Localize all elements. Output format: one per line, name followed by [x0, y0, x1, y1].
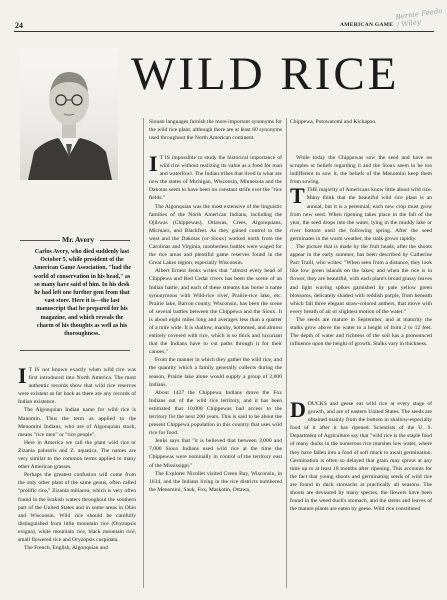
- paragraph: I T IS impossible to study the historical importance of wild rice without realizing its value as a food for man and waterfowl. The Indian tribes that lived in what are now the states of Michigan, Wisconsin, Minnesota and the Dakotas seem to have been on constant strife over the "rice fields.": [149, 151, 282, 202]
- paragraph: The Algonquian was the most extensive of the linguistic families of the North American Indians, including the Ojibwas (Chippewas), Ottawas, Crees, Algonquians, Micmacs, and Blackfeet. As they gained control to the west and the Dakotas (or Sioux) worked north from the Carolinas and Virginia, numberless battles were waged for the rice areas and plentiful game reserves found in the Great Lakes region, especially Wisconsin.: [149, 203, 282, 267]
- header-rule: [14, 31, 434, 32]
- article-column-3: [290, 154, 432, 348]
- paragraph: The Algonquian Indian name for wild rice is Manomin. Thus the term as applied to the Menomini Indians, who are of Algonquian stock, means "rice men" or "rice people".: [18, 407, 136, 438]
- paragraph: The French, English, Algonquian and: [24, 545, 108, 552]
- portrait-illustration: [20, 48, 118, 180]
- photo-caption: Carlos Avery, who died suddenly last October 5, while president of the American Game Association, "had the world of conservation in his head," as so many have said of him. In his desk he had left one further gem from that vast store. Here it is—the last manuscript that he prepared for his magazine, and which reveals the charm of his thoughts as well as his thoroughness.: [32, 249, 132, 338]
- paragraph: The Explorer Nicollet visited Green Bay, Wisconsin, in 1634, and the Indians living in the rice districts numbered the Menomini, Sauk, Fox, Maskotin, Ottawa,: [149, 470, 282, 493]
- column-divider: [143, 118, 144, 588]
- article-column-2: [149, 151, 282, 494]
- caption-rule-left: [20, 240, 60, 241]
- paragraph: Here in America we call the plant wild rice or Zizania palustris and Z. aquatica. The names are very similar to the common terms applied to many other American grasses.: [18, 439, 136, 471]
- paragraph: I T IS not known exactly when wild rice was first introduced into North America. The most authentic records show that wild rice reserves were existent as far back as there are any records of Indian existence.: [18, 363, 136, 406]
- caption-name: Mr. Avery: [62, 235, 95, 244]
- article-title: WILD RICE: [131, 48, 400, 100]
- caption-bottom-rule: [20, 350, 130, 351]
- portrait-photo: [20, 48, 118, 180]
- paragraph: Chippewa, Potowatomi and Kickapoo.: [290, 119, 377, 125]
- paragraph: While today the Chippewas sow the seed and have no scruples or beliefs regarding it and the Sioux seem to be too indifferent to sow it, the beliefs of the Menomini keep them from sowing.: [290, 155, 432, 186]
- paragraph: The seeds are mature in September, and at maturity the stalks grow above the water to a height of from 2 to 12 feet. The depth of water and richness of the soil has a pronounced influence upon the height of growth. Stalks vary in thickness.: [290, 316, 432, 348]
- caption-rule-right: [100, 240, 130, 241]
- paragraph: From the manner in which they gather the wild rice, and the quantity which a family generally collects during the season, Prairie lake alone would supply a group of 2,000 Indians.: [149, 357, 282, 388]
- paragraph: The picture that is made by the fruit heads, after the shoots appear in the early summer, has been described by Catherine Parr Traill, who writes: "When seen from a distance, they look like low green islands on the lakes; and when the rice is in flower, they are beautiful, with each plant's broad grassy leaves and light waving spikes garnished by pale yellow green blossoms, delicately shaded with reddish purple, from beneath which fall three elegant straw-colored anthers, that move with every breath of air or slightest motion of the water.": [290, 244, 432, 315]
- handwritten-note: Bernie Feedo / Wiley: [395, 6, 443, 30]
- paragraph: DDUCKS and geese eat wild rice at every stage of growth, and are of eastern United States. The seeds are obtained mainly from the bottom in shallow-especially food of it after it has ripened. Scientists of the U. S. Department of Agriculture say that "wild rice is the staple food of many ducks in the numerous rice marshes low water, where they have fallen into a food of soft muck to await germination. Germination is often so delayed that grain may sprout at any time up to at least 18 months after ripening. This accounts for the fact that young shoots and germinating seeds of wild rice are found in duck stomachs at practically all seasons. The shoots are devoured by many species, the flowers have been found in the weed duck's stomach, and the stems and leaves of the mature plants are eaten by geese. Wild rice constituted: [290, 397, 432, 513]
- article-column-1: [18, 363, 136, 552]
- drop-cap: I: [149, 151, 158, 176]
- paragraph: Siouan languages furnish the more important synonyms for the wild rice plant, although there are at least 60 synonyms used throughout the North American continent.: [149, 119, 282, 142]
- article-column-3-bottom: [290, 397, 432, 513]
- paragraph: Perhaps the greatest confusion will come from the only other plant of the same genus, often called "prolific rice," Zizania miliacea, which is very often found in the brakish waters throughout the southern part of the United States and in some areas in Ohio and Wisconsin. Wild rice should be carefully distinguished from little mountain rice (Oryzopsis exigua), white mountain rice, black mountain rice, small flowered rice and Oryzopsis cuspidata.: [18, 472, 136, 543]
- page-number: 24: [15, 21, 23, 30]
- drop-cap: D: [290, 397, 306, 422]
- paragraph: Jenks says that "it is believed that between 3,000 and 7,000 Sioux Indians used wild rice at the time the Chippewas were nominally in control of the territory east of the Mississippi.": [149, 438, 282, 469]
- running-head: AMERICAN GAME: [340, 22, 394, 28]
- paragraph: Albert Ernest Jenks writes that "almost every head of Chippewa and Red Cedar rivers has been the scene of an Indian battle, and each of these streams has borne a name synonymous with Wild-rice river, Prairie-rice lake, etc. Prairie lake, Barron county, Wisconsin, has been the scene of several battles between the Chippewa and the Sioux. It is about eight miles long and averages less than a quarter of a mile wide. It is shallow, marshy, bottomed, and almost entirely covered with rice, which is so thick and luxuriant that the Indians have to cut paths through it for their canoes.": [149, 268, 282, 356]
- paragraph: TTHE majority of Americans know little about wild rice. Many think that the beautiful wild rice plant is an annual, but it is a perennial; each new crop must grow from new seed. When ripening takes place in the fall of the year, the seed drops into the water, lying in the muddy lake or river bottom until the following spring. After the seed germinates in the warm weather, the stalk grows rapidly.: [290, 183, 432, 242]
- drop-cap: T: [290, 183, 305, 209]
- article-column-3-top: [290, 118, 432, 126]
- drop-cap: I: [18, 363, 27, 388]
- paragraph: About 1427 the Chippewa Indians drove the Fox Indians out of the wild rice territory, and it has been estimated that 10,000 Chippewas had access to the territory for the next 200 years. This is said to be about the present Chippewa population in this country that uses wild rice for food.: [149, 389, 282, 437]
- column-divider: [286, 118, 287, 588]
- article-column-2-top: [149, 118, 282, 142]
